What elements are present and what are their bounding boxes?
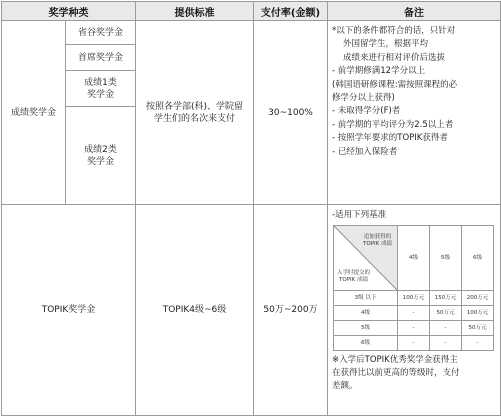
table-row [334,336,494,351]
merit-note-line: (韩国语研修课程:需按照课程的必 [332,79,458,90]
table-cell: 200万元 [462,291,494,306]
merit-note-line: - 按照学年要求的TOPIK获得者 [332,133,448,144]
row-label: 6级 [334,336,398,351]
table-row [334,291,494,306]
table-cell: 50万元 [462,321,494,336]
merit-sub-3: 成绩1类 奖学金 [66,71,136,107]
table-cell: - [430,336,462,351]
table-cell: 150万元 [430,291,462,306]
topik-category: TOPIK奖学金 [2,205,136,416]
merit-sub-2: 首席奖学金 [66,45,136,71]
merit-rate: 30~100% [254,21,328,205]
table-cell: - [430,321,462,336]
header-rate: 支付率(金额) [254,2,328,21]
header-standard: 提供标准 [136,2,254,21]
merit-note-line: - 已经加入保险者 [332,146,398,157]
col-header: 6级 [462,226,494,291]
merit-note-line: - 前学期修满12学分以上 [332,66,426,77]
table-cell: 50万元 [430,306,462,321]
merit-row [2,21,501,45]
topik-row [2,205,501,416]
merit-sub-4: 成绩2类 奖学金 [66,107,136,205]
table-row [334,306,494,321]
table-cell: 100万元 [462,306,494,321]
header-notes: 备注 [328,2,501,21]
row-label: 5级 [334,321,398,336]
merit-note-line: 修学分以上获得) [332,93,395,104]
merit-sub-1: 省谷奖学金 [66,21,136,45]
merit-notes [328,21,501,205]
topik-corner-cell [334,226,398,291]
table-cell: - [398,336,430,351]
topik-grade-table [333,225,494,351]
table-cell: - [398,306,430,321]
topik-footnote-line: 差额。 [332,381,358,391]
topik-footnote-line: 在获得比以前更高的等级时，支付 [332,368,460,378]
topik-notes [328,205,501,416]
scholarship-table [1,1,501,416]
table-cell: - [398,321,430,336]
corner-top-label: 追加获得的 TOPIK 成绩 [363,234,392,247]
merit-note-line: 外国留学生，根据平均 [343,39,429,50]
col-header: 5级 [430,226,462,291]
merit-standard: 按照各学部(科)、学院留学生们的名次来支付 [136,21,254,205]
merit-category: 成绩奖学金 [2,21,66,205]
topik-rate: 50万~200万 [254,205,328,416]
table-cell: - [462,336,494,351]
col-header: 4级 [398,226,430,291]
table-row [334,321,494,336]
table-cell: 100万元 [398,291,430,306]
merit-note-line: - 前学期的平均评分为2.5以上者 [332,119,454,130]
header-type: 奖学种类 [2,2,136,21]
header-row [2,2,501,21]
row-label: 4级 [334,306,398,321]
merit-note-line: 成绩来进行相对评价后选拔 [343,52,446,63]
merit-note-line: - 未取得学分(F)者 [332,106,401,117]
corner-bottom-label: 入学时提交的 TOPIK 成绩 [337,270,371,283]
topik-intro: -适用下列基准 [332,210,387,220]
row-label: 3级 以下 [334,291,398,306]
topik-standard: TOPIK4级~6级 [136,205,254,416]
topik-footnote-line: ※入学后TOPIK优秀奖学金获得主 [332,355,458,365]
merit-note-line: *以下的条件都符合的话，只针对 [332,26,456,36]
